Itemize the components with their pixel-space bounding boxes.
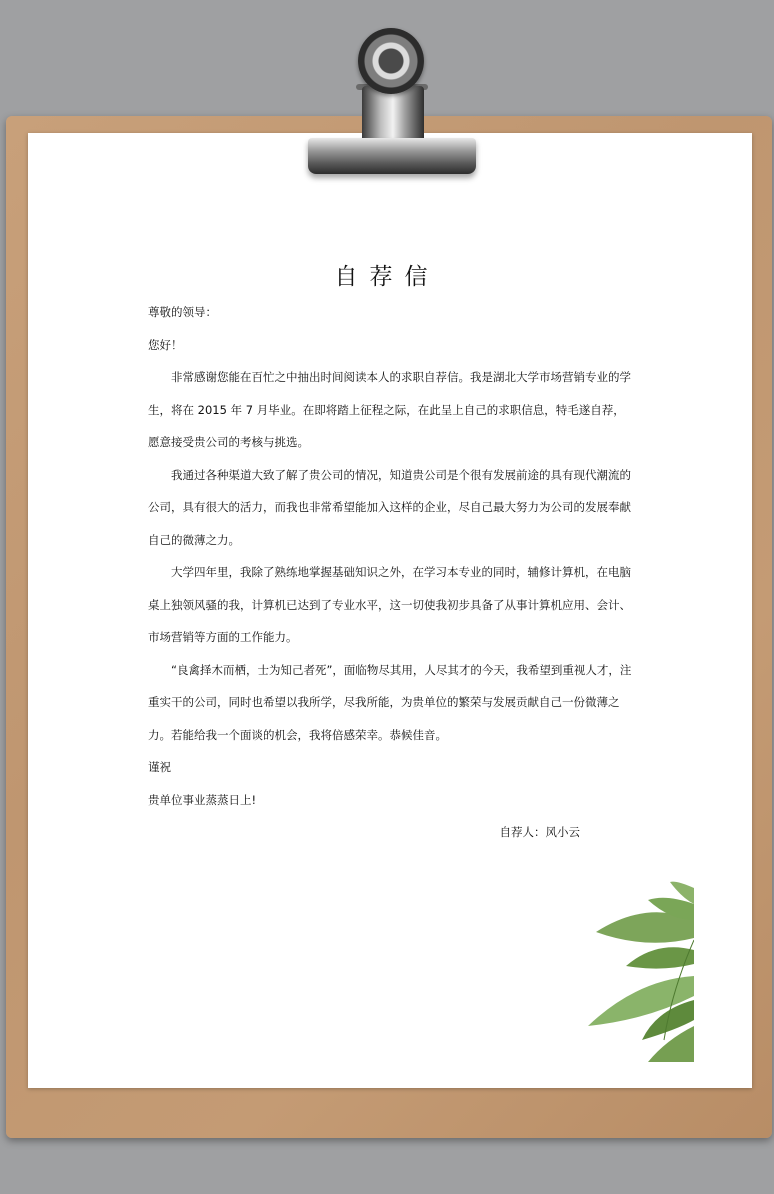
- leaves-icon: [586, 880, 694, 1062]
- salutation: 尊敬的领导：: [148, 305, 217, 319]
- leaf-group: [588, 882, 694, 1062]
- page-title: 自荐信: [334, 264, 440, 290]
- clip-base: [308, 138, 476, 174]
- clip-ring: [358, 28, 424, 94]
- paragraph-closing-request: “良禽择木而栖，士为知己者死”，面临物尽其用，人尽其才的今天，我希望到重视人才，注重实干的公司，同时也希望以我所学，尽我所能，为贵单位的繁荣与发展贡献自己一份微薄之力。若能给我一个面谈的机会，我将倍感荣幸。恭候佳音。: [148, 662, 632, 742]
- paragraph-company: 我通过各种渠道大致了解了贵公司的情况，知道贵公司是个很有发展前途的具有现代潮流的公司，具有很大的活力，而我也非常希望能加入这样的企业，尽自己最大努力为公司的发展奉献自己的微薄之力。: [148, 467, 631, 547]
- paragraph-intro: 非常感谢您能在百忙之中抽出时间阅读本人的求职自荐信。我是湖北大学市场营销专业的学生，将在 2015 年 7 月毕业。在即将踏上征程之际，在此呈上自己的求职信息，特毛遂自荐，愿意接受贵公司的考核与挑选。: [148, 370, 631, 449]
- closing-line-2: 贵单位事业蒸蒸日上!: [148, 792, 257, 807]
- paragraph-skills: 大学四年里，我除了熟练地掌握基础知识之外，在学习本专业的同时，辅修计算机，在电脑桌上独领风骚的我，计算机已达到了专业水平，这一切使我初步具备了从事计算机应用、会计、市场营销等方面的工作能力。: [148, 565, 631, 644]
- letter-body: [148, 296, 632, 849]
- signature: 自荐人：风小云: [499, 825, 580, 839]
- greeting: 您好！: [148, 337, 183, 352]
- closing-line-1: 谨祝: [148, 760, 171, 774]
